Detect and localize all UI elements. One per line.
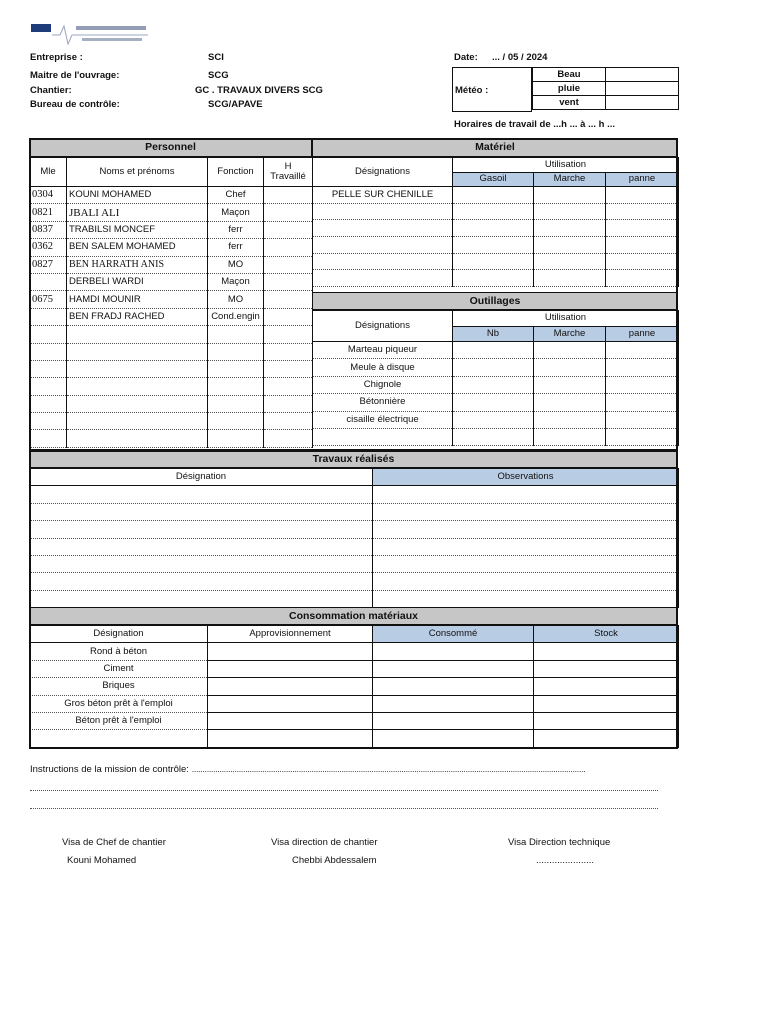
mle-cell[interactable] [30, 308, 67, 325]
panne-cell[interactable] [606, 203, 679, 220]
mle-cell[interactable]: 0675 [30, 291, 67, 308]
col-noms: Noms et prénoms [67, 158, 208, 187]
personnel-row [30, 343, 313, 360]
consommation-row [30, 712, 679, 729]
meteo-label: Météo : [455, 85, 489, 96]
consommation-title: Consommation matériaux [29, 607, 678, 625]
stock-cell[interactable] [534, 678, 679, 695]
meteo-beau: Beau [533, 68, 606, 82]
fonction-cell[interactable]: Maçon [208, 204, 264, 221]
outillages-designations-header: Désignations [313, 311, 453, 342]
personnel-row [30, 256, 313, 273]
outillage-row [313, 394, 679, 411]
name-cell[interactable] [67, 430, 208, 447]
outil-marche-cell[interactable] [534, 376, 606, 393]
travaux-row [30, 503, 679, 520]
conso-col-stock: Stock [534, 626, 679, 643]
mle-cell[interactable] [30, 413, 67, 430]
materiel-row [313, 187, 679, 204]
outillage-row [313, 411, 679, 428]
chantier-label: Chantier: [30, 85, 72, 96]
fonction-cell[interactable] [208, 378, 264, 395]
outillage-row [313, 359, 679, 376]
heures-cell[interactable] [264, 308, 313, 325]
travaux-observation-cell[interactable] [373, 590, 679, 607]
panne-cell[interactable] [606, 253, 679, 270]
col-fonction: Fonction [208, 158, 264, 187]
personnel-row [30, 221, 313, 238]
heures-cell[interactable] [264, 343, 313, 360]
outil-panne-cell[interactable] [606, 359, 679, 376]
fonction-cell[interactable] [208, 413, 264, 430]
col-marche-outil: Marche [534, 326, 606, 342]
fonction-cell[interactable]: Maçon [208, 273, 264, 290]
mle-cell[interactable]: 0837 [30, 221, 67, 238]
materiel-utilisation-header: Utilisation [453, 158, 679, 173]
marche-cell[interactable] [534, 237, 606, 254]
marche-cell[interactable] [534, 187, 606, 204]
meteo-check-vent[interactable] [606, 96, 679, 110]
heures-cell[interactable] [264, 221, 313, 238]
mle-cell[interactable] [30, 343, 67, 360]
col-marche: Marche [534, 172, 606, 187]
materiel-designation-cell[interactable] [313, 253, 453, 270]
company-logo [30, 22, 150, 48]
appro-cell[interactable] [208, 660, 373, 677]
nb-cell[interactable] [453, 359, 534, 376]
travaux-title: Travaux réalisés [29, 450, 678, 468]
travaux-designation-cell[interactable] [30, 486, 373, 503]
heures-cell[interactable] [264, 239, 313, 256]
travaux-observation-cell[interactable] [373, 486, 679, 503]
outillage-row [313, 376, 679, 393]
name-cell[interactable]: BEN FRADJ RACHED [67, 308, 208, 325]
fonction-cell[interactable]: MO [208, 291, 264, 308]
instructions-dots: ........................................................................................................................................................................................ [191, 764, 586, 775]
travaux-row [30, 486, 679, 503]
travaux-designation-cell[interactable] [30, 538, 373, 555]
travaux-designation-cell[interactable] [30, 521, 373, 538]
personnel-row [30, 308, 313, 325]
outillage-designation-cell[interactable]: cisaille électrique [313, 411, 453, 428]
personnel-row [30, 187, 313, 204]
outil-marche-cell[interactable] [534, 394, 606, 411]
conso-designation-cell[interactable]: Ciment [30, 660, 208, 677]
travaux-designation-cell[interactable] [30, 555, 373, 572]
fonction-cell[interactable] [208, 430, 264, 447]
outillage-row [313, 342, 679, 359]
materiel-designation-cell[interactable] [313, 203, 453, 220]
materiel-designation-cell[interactable] [313, 220, 453, 237]
travaux-observations-header: Observations [373, 469, 679, 486]
chantier-value: GC . TRAVAUX DIVERS SCG [195, 85, 323, 96]
consomme-cell[interactable] [373, 678, 534, 695]
heures-cell[interactable] [264, 395, 313, 412]
name-cell[interactable]: BEN SALEM MOHAMED [67, 239, 208, 256]
fonction-cell[interactable]: ferr [208, 221, 264, 238]
panne-cell[interactable] [606, 220, 679, 237]
conso-col-appro: Approvisionnement [208, 626, 373, 643]
gasoil-cell[interactable] [453, 187, 534, 204]
name-cell[interactable] [67, 395, 208, 412]
outillages-table [312, 310, 679, 446]
mle-cell[interactable] [30, 378, 67, 395]
mle-cell[interactable] [30, 430, 67, 447]
conso-col-consomme: Consommé [373, 626, 534, 643]
travaux-observation-cell[interactable] [373, 555, 679, 572]
name-cell[interactable] [67, 343, 208, 360]
mle-cell[interactable] [30, 395, 67, 412]
materiel-designations-header: Désignations [313, 158, 453, 187]
mle-cell[interactable]: 0304 [30, 187, 67, 204]
marche-cell[interactable] [534, 220, 606, 237]
instructions-line-2[interactable] [30, 790, 658, 791]
personnel-title: Personnel [29, 138, 312, 157]
travaux-observation-cell[interactable] [373, 503, 679, 520]
mle-cell[interactable]: 0362 [30, 239, 67, 256]
visa-direction-label: Visa direction de chantier [271, 837, 378, 848]
col-heures: H Travaillé [264, 158, 313, 187]
personnel-row [30, 204, 313, 221]
heures-cell[interactable] [264, 291, 313, 308]
consomme-cell[interactable] [373, 730, 534, 747]
outillage-row [313, 428, 679, 445]
meteo-table [532, 67, 679, 110]
panne-cell[interactable] [606, 237, 679, 254]
fonction-cell[interactable] [208, 326, 264, 343]
personnel-row [30, 360, 313, 377]
outil-marche-cell[interactable] [534, 342, 606, 359]
outil-panne-cell[interactable] [606, 428, 679, 445]
marche-cell[interactable] [534, 253, 606, 270]
travaux-observation-cell[interactable] [373, 538, 679, 555]
appro-cell[interactable] [208, 643, 373, 660]
outillages-title: Outillages [312, 292, 678, 310]
gasoil-cell[interactable] [453, 253, 534, 270]
date-value: ... / 05 / 2024 [492, 52, 548, 63]
name-cell[interactable] [67, 326, 208, 343]
travaux-designation-cell[interactable] [30, 503, 373, 520]
consomme-cell[interactable] [373, 712, 534, 729]
horaires: Horaires de travail de ...h ... à ... h ... [454, 119, 616, 130]
materiel-row [313, 253, 679, 270]
instructions-line [30, 764, 660, 775]
consommation-table [29, 625, 679, 748]
personnel-row [30, 413, 313, 430]
conso-col-designation: Désignation [30, 626, 208, 643]
visa-direction-name: Chebbi Abdessalem [292, 855, 377, 866]
visa-chef-name: Kouni Mohamed [67, 855, 137, 866]
personnel-row [30, 378, 313, 395]
mle-cell[interactable] [30, 360, 67, 377]
name-cell[interactable] [67, 360, 208, 377]
nb-cell[interactable] [453, 428, 534, 445]
name-cell[interactable] [67, 413, 208, 430]
instructions-line-3[interactable] [30, 808, 658, 809]
meteo-check-pluie[interactable] [606, 82, 679, 96]
materiel-designation-cell[interactable] [313, 270, 453, 287]
travaux-row [30, 573, 679, 590]
meteo-pluie: pluie [533, 82, 606, 96]
fonction-cell[interactable] [208, 395, 264, 412]
name-cell[interactable]: KOUNI MOHAMED [67, 187, 208, 204]
stock-cell[interactable] [534, 643, 679, 660]
visa-chef-label: Visa de Chef de chantier [62, 837, 166, 848]
heures-cell[interactable] [264, 187, 313, 204]
name-cell[interactable] [67, 378, 208, 395]
panne-cell[interactable] [606, 187, 679, 204]
gasoil-cell[interactable] [453, 203, 534, 220]
consommation-row [30, 730, 679, 747]
maitre-label: Maitre de l'ouvrage: [30, 70, 120, 81]
outillage-designation-cell[interactable]: Meule à disque [313, 359, 453, 376]
heures-cell[interactable] [264, 256, 313, 273]
travaux-row [30, 521, 679, 538]
col-nb: Nb [453, 326, 534, 342]
conso-designation-cell[interactable]: Briques [30, 678, 208, 695]
nb-cell[interactable] [453, 411, 534, 428]
col-panne-outil: panne [606, 326, 679, 342]
col-mle: Mle [30, 158, 67, 187]
fonction-cell[interactable]: Chef [208, 187, 264, 204]
personnel-row [30, 273, 313, 290]
heures-cell[interactable] [264, 378, 313, 395]
personnel-row [30, 291, 313, 308]
consomme-cell[interactable] [373, 660, 534, 677]
heures-cell[interactable] [264, 360, 313, 377]
heures-cell[interactable] [264, 413, 313, 430]
travaux-observation-cell[interactable] [373, 573, 679, 590]
name-cell[interactable]: DERBELI WARDI [67, 273, 208, 290]
name-cell[interactable]: HAMDI MOUNIR [67, 291, 208, 308]
outil-marche-cell[interactable] [534, 428, 606, 445]
travaux-table [29, 468, 679, 608]
mle-cell[interactable]: 0827 [30, 256, 67, 273]
fonction-cell[interactable]: Cond.engin [208, 308, 264, 325]
consomme-cell[interactable] [373, 643, 534, 660]
stock-cell[interactable] [534, 695, 679, 712]
mle-cell[interactable] [30, 326, 67, 343]
consommation-row [30, 695, 679, 712]
appro-cell[interactable] [208, 730, 373, 747]
travaux-designation-cell[interactable] [30, 573, 373, 590]
meteo-vent: vent [533, 96, 606, 110]
personnel-row [30, 430, 313, 447]
travaux-row [30, 555, 679, 572]
appro-cell[interactable] [208, 712, 373, 729]
bureau-value: SCG/APAVE [208, 99, 263, 110]
name-cell[interactable]: TRABILSI MONCEF [67, 221, 208, 238]
travaux-observation-cell[interactable] [373, 521, 679, 538]
materiel-designation-cell[interactable] [313, 237, 453, 254]
outil-panne-cell[interactable] [606, 411, 679, 428]
personnel-row [30, 326, 313, 343]
entreprise-value: SCI [208, 52, 224, 63]
visa-technique-name: ...................... [536, 855, 595, 866]
travaux-designation-cell[interactable] [30, 590, 373, 607]
fonction-cell[interactable] [208, 360, 264, 377]
conso-designation-cell[interactable]: Gros béton prêt à l'emploi [30, 695, 208, 712]
appro-cell[interactable] [208, 678, 373, 695]
panne-cell[interactable] [606, 270, 679, 287]
gasoil-cell[interactable] [453, 220, 534, 237]
mle-cell[interactable]: 0821 [30, 204, 67, 221]
mle-cell[interactable] [30, 273, 67, 290]
heures-cell[interactable] [264, 430, 313, 447]
outillage-designation-cell[interactable]: Chignole [313, 376, 453, 393]
entreprise-label: Entreprise : [30, 52, 83, 63]
personnel-row [30, 239, 313, 256]
conso-designation-cell[interactable] [30, 730, 208, 747]
outillage-designation-cell[interactable]: Bétonnière [313, 394, 453, 411]
date-label: Date: [454, 52, 478, 63]
outillage-designation-cell[interactable] [313, 428, 453, 445]
travaux-row [30, 538, 679, 555]
gasoil-cell[interactable] [453, 270, 534, 287]
heures-cell[interactable] [264, 204, 313, 221]
materiel-row [313, 203, 679, 220]
col-gasoil: Gasoil [453, 172, 534, 187]
nb-cell[interactable] [453, 342, 534, 359]
nb-cell[interactable] [453, 376, 534, 393]
instructions-label: Instructions de la mission de contrôle: [30, 764, 192, 775]
gasoil-cell[interactable] [453, 237, 534, 254]
materiel-title: Matériel [312, 138, 678, 157]
marche-cell[interactable] [534, 203, 606, 220]
personnel-row [30, 395, 313, 412]
stock-cell[interactable] [534, 660, 679, 677]
materiel-table [312, 157, 679, 287]
outillages-utilisation-header: Utilisation [453, 311, 679, 327]
name-cell[interactable]: JBALI ALI [67, 204, 208, 221]
materiel-designation-cell[interactable]: PELLE SUR CHENILLE [313, 187, 453, 204]
outil-panne-cell[interactable] [606, 342, 679, 359]
bureau-label: Bureau de contrôle: [30, 99, 120, 110]
fonction-cell[interactable] [208, 343, 264, 360]
outil-marche-cell[interactable] [534, 359, 606, 376]
name-cell[interactable]: BEN HARRATH ANIS [67, 256, 208, 273]
consommation-row [30, 660, 679, 677]
travaux-designation-header: Désignation [30, 469, 373, 486]
appro-cell[interactable] [208, 695, 373, 712]
meteo-check-beau[interactable] [606, 68, 679, 82]
heures-cell[interactable] [264, 273, 313, 290]
travaux-row [30, 590, 679, 607]
materiel-row [313, 270, 679, 287]
fonction-cell[interactable]: ferr [208, 239, 264, 256]
materiel-row [313, 220, 679, 237]
fonction-cell[interactable]: MO [208, 256, 264, 273]
consommation-row [30, 678, 679, 695]
nb-cell[interactable] [453, 394, 534, 411]
stock-cell[interactable] [534, 730, 679, 747]
conso-designation-cell[interactable]: Rond à béton [30, 643, 208, 660]
outil-panne-cell[interactable] [606, 376, 679, 393]
personnel-table [29, 157, 313, 448]
consommation-row [30, 643, 679, 660]
outil-marche-cell[interactable] [534, 411, 606, 428]
maitre-value: SCG [208, 70, 229, 81]
materiel-row [313, 237, 679, 254]
outillage-designation-cell[interactable]: Marteau piqueur [313, 342, 453, 359]
heures-cell[interactable] [264, 326, 313, 343]
outil-panne-cell[interactable] [606, 394, 679, 411]
visa-technique-label: Visa Direction technique [508, 837, 611, 848]
marche-cell[interactable] [534, 270, 606, 287]
conso-designation-cell[interactable]: Béton prêt à l'emploi [30, 712, 208, 729]
col-panne: panne [606, 172, 679, 187]
stock-cell[interactable] [534, 712, 679, 729]
consomme-cell[interactable] [373, 695, 534, 712]
